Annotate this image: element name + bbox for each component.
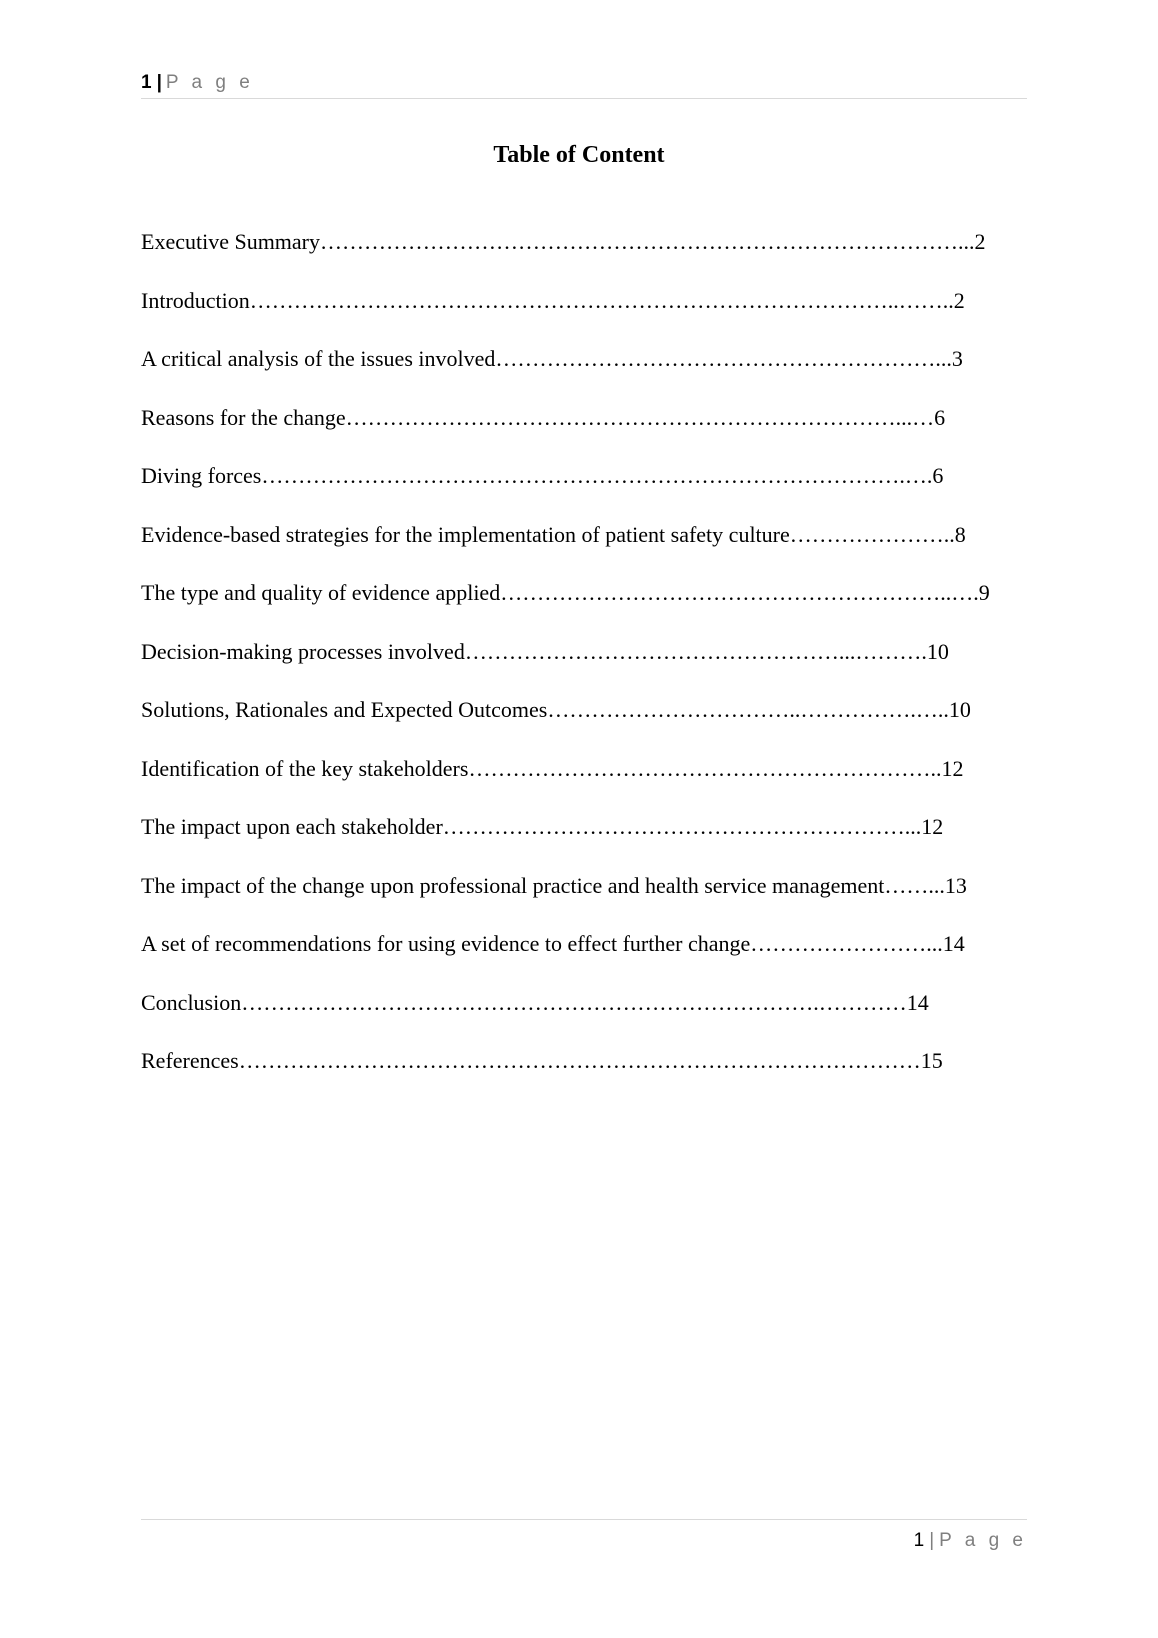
toc-entry-leader: ……………………………………………………..…. — [500, 580, 979, 605]
toc-entry-page: 13 — [944, 872, 967, 898]
toc-title: Table of Content — [493, 142, 665, 168]
toc-entry-title: Conclusion — [141, 989, 242, 1015]
toc-entry-leader: ……………………………………………………………………………... — [320, 229, 975, 254]
toc-entry-leader: ……………………………..…………….….. — [547, 697, 949, 722]
footer-separator: | — [929, 1530, 935, 1551]
toc-entry-page: 15 — [920, 1048, 943, 1073]
toc-entry-leader: …………………………………………………………………………….…. — [261, 463, 933, 488]
toc-entry-leader: ……………………………………………………………………………..…….. — [249, 287, 954, 313]
toc-entry-title: Decision-making processes involved — [141, 638, 465, 664]
toc-entry-page: 2 — [953, 287, 965, 313]
toc-entry-title: Diving forces — [141, 463, 262, 488]
toc-entry-title: The impact of the change upon professional practice and health service management — [141, 872, 885, 898]
toc-entry-page: 3 — [951, 346, 963, 371]
toc-entry[interactable] — [141, 870, 1021, 929]
toc-entry[interactable] — [141, 285, 1021, 344]
toc-entry[interactable] — [141, 694, 1021, 753]
toc-entry-page: 12 — [921, 814, 944, 839]
toc-entry-leader: …………………………………………………………………...… — [345, 404, 935, 430]
footer-page-number: 1 — [913, 1530, 925, 1551]
toc-entry-leader: ……………………………………………………... — [495, 346, 952, 371]
toc-entry[interactable] — [141, 811, 1021, 870]
toc-entry-page: 2 — [974, 229, 986, 254]
toc-entry[interactable] — [141, 402, 1021, 461]
toc-entry-page: 14 — [942, 931, 965, 956]
toc-entry-page: 14 — [906, 989, 929, 1015]
toc-entry[interactable] — [141, 577, 1021, 636]
toc-entry[interactable] — [141, 987, 1021, 1046]
toc-entry-leader: ……... — [884, 872, 945, 898]
toc-entry-title: A set of recommendations for using evidence to effect further change — [141, 931, 751, 956]
toc-entry-title: Introduction — [141, 287, 250, 313]
toc-entry-page: 6 — [932, 463, 944, 488]
toc-entry-page: 12 — [941, 755, 964, 781]
toc-entry[interactable] — [141, 460, 1021, 519]
toc-entry-page: 9 — [978, 580, 990, 605]
header-page-number: 1 — [141, 72, 152, 93]
toc-entry-title: The type and quality of evidence applied — [141, 580, 501, 605]
toc-entry-page: 8 — [954, 521, 966, 547]
page-footer — [141, 1519, 1027, 1556]
toc-entry-leader: ………………………………………………………………………………… — [238, 1048, 921, 1073]
toc-entry-title: Identification of the key stakeholders — [141, 755, 469, 781]
toc-entry[interactable] — [141, 519, 1021, 578]
toc-entry[interactable] — [141, 226, 1021, 285]
toc-entry-leader: ………………….. — [789, 521, 955, 547]
toc-entry-title: Solutions, Rationales and Expected Outcomes — [141, 697, 548, 722]
header-page-word: P a g e — [165, 72, 254, 93]
toc-list — [141, 226, 1021, 1104]
toc-entry[interactable] — [141, 753, 1021, 812]
toc-entry-leader: ……………………... — [750, 931, 943, 956]
header-separator: | — [156, 72, 162, 93]
toc-entry-title: Executive Summary — [141, 229, 321, 254]
toc-entry-leader: …………………………………………………………………….………… — [241, 989, 907, 1015]
toc-entry[interactable] — [141, 928, 1021, 987]
footer-page-word: P a g e — [939, 1530, 1027, 1551]
toc-entry-title: Evidence-based strategies for the implementation of patient safety culture — [141, 521, 790, 547]
toc-entry-page: 6 — [934, 404, 946, 430]
toc-entry[interactable] — [141, 343, 1021, 402]
toc-entry-title: The impact upon each stakeholder — [141, 814, 443, 839]
toc-entry-title: References — [141, 1048, 239, 1073]
toc-entry-title: A critical analysis of the issues involved — [141, 346, 496, 371]
toc-entry-page: 10 — [948, 697, 971, 722]
toc-entry[interactable] — [141, 1045, 1021, 1104]
toc-entry[interactable] — [141, 636, 1021, 695]
toc-entry-leader: ………………………………………………………... — [442, 814, 922, 839]
toc-entry-leader: ……………………………………………...………. — [464, 638, 927, 664]
toc-entry-page: 10 — [926, 638, 949, 664]
toc-entry-title: Reasons for the change — [141, 404, 346, 430]
toc-entry-leader: ……………………………………………………….. — [468, 755, 942, 781]
page-header — [141, 68, 1027, 99]
